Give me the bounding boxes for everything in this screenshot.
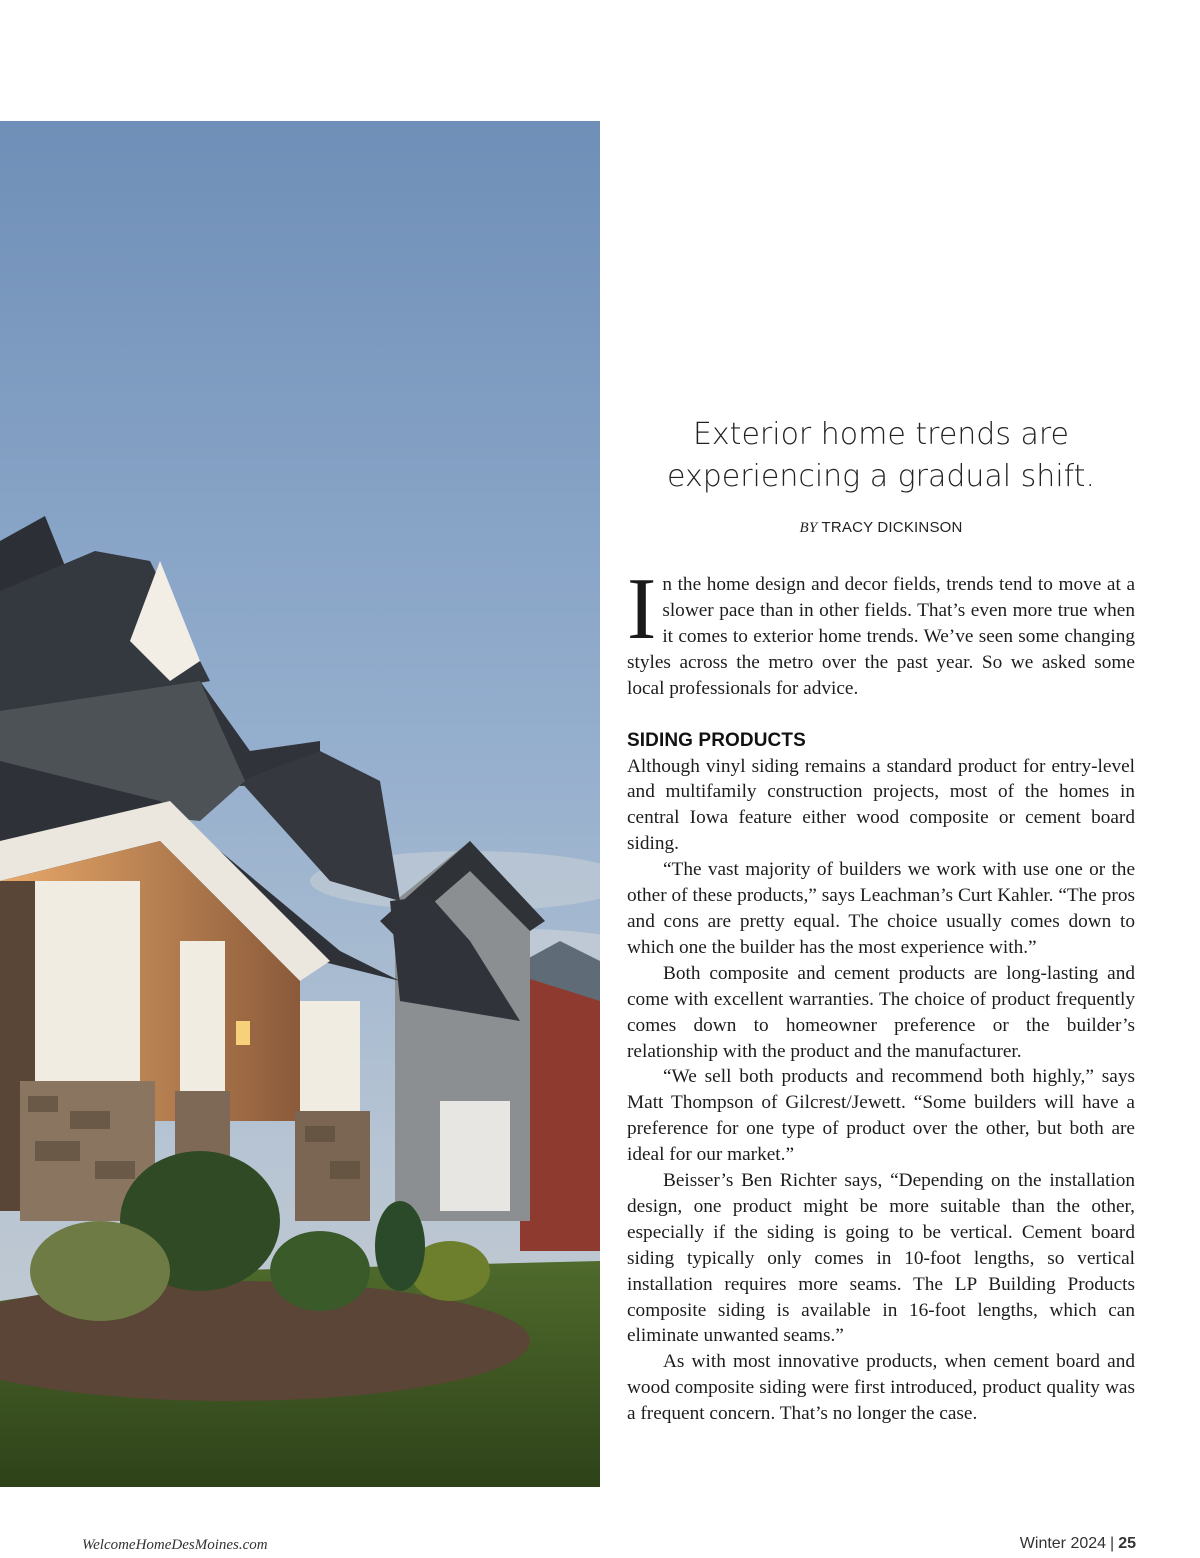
intro-paragraph (627, 561, 1135, 702)
body-paragraph: As with most innovative products, when cement board and wood composite siding were first introduced, product quality was a frequent concern. That’s no longer the case. (627, 1351, 1135, 1425)
byline-author: TRACY DICKINSON (821, 519, 963, 536)
byline-prefix: BY (799, 520, 818, 536)
body-paragraph: Although vinyl siding remains a standard product for entry-level and multifamily construction projects, most of the homes in central Iowa feature either wood composite or cement board siding. (627, 755, 1135, 855)
article-headline: Exterior home trends are experiencing a gradual shift. (667, 417, 1095, 494)
body-paragraph: “We sell both products and recommend both highly,” says Matt Thompson of Gilcrest/Jewett. “Some builders will have a preference for one type of product over the other, but both are ideal for our market.” (627, 1066, 1135, 1166)
section-heading: SIDING PRODUCTS (627, 729, 806, 751)
intro-text: n the home design and decor fields, trends tend to move at a slower pace than in other fields. That’s even more true when it comes to exterior home trends. We’ve seen some changing styles across the metro over the past year. So we asked some local professionals for advice. (627, 574, 1135, 699)
house-exterior-photo (0, 121, 600, 1487)
footer-issue (1020, 1535, 1136, 1553)
article-byline (627, 519, 1135, 537)
page-number: 25 (1118, 1535, 1136, 1552)
body-paragraph: Both composite and cement products are long-lasting and come with excellent warranties. The choice of product frequently comes down to homeowner preference or the builder’s relationship with the product and the manufacturer. (627, 962, 1135, 1062)
footer-separator: | (1110, 1535, 1115, 1552)
drop-cap: I (627, 561, 657, 658)
footer-site-url: WelcomeHomeDesMoines.com (82, 1537, 268, 1553)
article-body (627, 561, 1135, 1427)
body-paragraph: Beisser’s Ben Richter says, “Depending on the installation design, one product might be more suitable than the other, especially if the siding is going to be vertical. Cement board siding typically only comes in 10-foot lengths, so vertical installation requires more seams. The LP Building Products composite siding is available in 16-foot lengths, which can eliminate unwanted seams.” (627, 1170, 1135, 1347)
body-paragraph: “The vast majority of builders we work with use one or the other of these products,” says Leachman’s Curt Kahler. “The pros and cons are pretty equal. The choice usually comes down to which one the builder has the most experience with.” (627, 859, 1135, 958)
issue-label: Winter 2024 (1019, 1535, 1107, 1552)
